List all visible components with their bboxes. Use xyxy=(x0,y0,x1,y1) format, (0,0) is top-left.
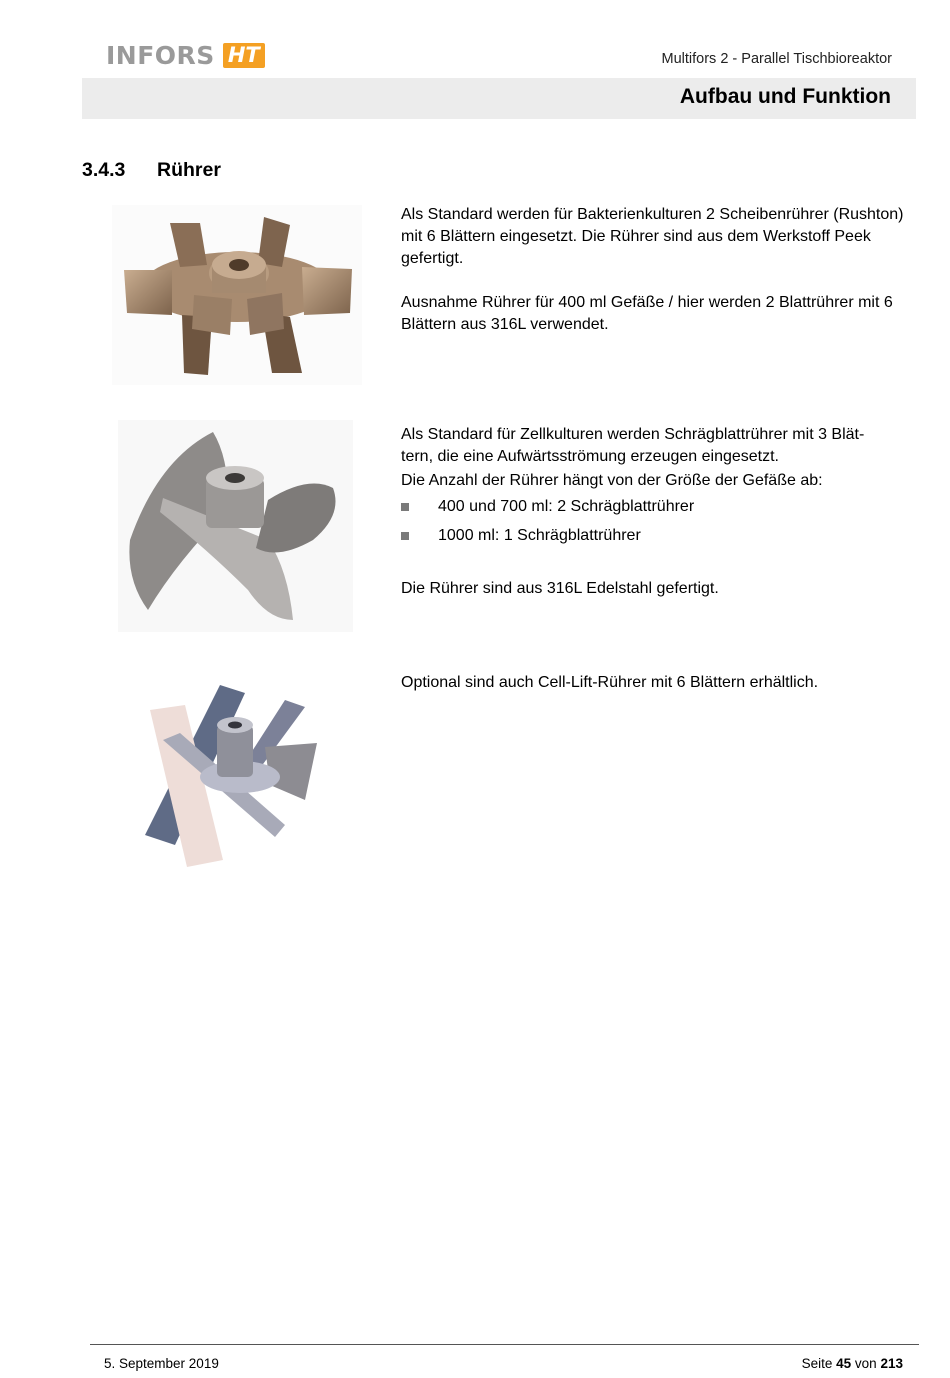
bullet-square-icon xyxy=(401,532,409,540)
page-current: 45 xyxy=(836,1356,852,1371)
section-title: Aufbau und Funktion xyxy=(679,85,891,108)
list-item-text: 1000 ml: 1 Schrägblattrührer xyxy=(438,527,641,544)
footer-divider xyxy=(90,1344,919,1345)
subsection-title: Rührer xyxy=(157,159,221,181)
pitched-blade-material: Die Rührer sind aus 316L Edelstahl gefertigt. xyxy=(401,580,719,597)
logo-mark: HT xyxy=(223,43,265,68)
footer-date: 5. September 2019 xyxy=(104,1356,219,1371)
rushton-description xyxy=(401,204,909,336)
list-item-text: 400 und 700 ml: 2 Schrägblattrührer xyxy=(438,498,695,515)
pitched-blade-description xyxy=(401,424,909,492)
rushton-paragraph-1: Als Standard werden für Bakterienkulturen 2 Scheibenrührer (Rushton) mit 6 Blättern eingesetzt. Die Rührer sind aus dem Werkstoff Peek gefertigt. xyxy=(401,206,904,267)
bullet-square-icon xyxy=(401,503,409,511)
document-title: Multifors 2 - Parallel Tischbioreaktor xyxy=(661,51,892,67)
page-separator: von xyxy=(854,1356,877,1371)
subsection-number: 3.4.3 xyxy=(82,159,126,181)
pitched-blade-paragraph-1-line-1: Als Standard für Zellkulturen werden Schrägblattrührer mit 3 Blät- xyxy=(401,426,865,443)
cell-lift-stirrer-image xyxy=(135,675,335,875)
list-item xyxy=(401,525,641,547)
header-bar xyxy=(82,78,916,119)
infors-ht-logo xyxy=(106,40,265,70)
pitched-blade-stirrer-image xyxy=(118,420,353,632)
page-total: 213 xyxy=(880,1356,903,1371)
page-prefix: Seite xyxy=(801,1356,833,1371)
cell-lift-description: Optional sind auch Cell-Lift-Rührer mit 6 Blättern erhältlich. xyxy=(401,674,819,691)
footer-page-number xyxy=(802,1356,903,1371)
list-item xyxy=(401,496,694,518)
pitched-blade-paragraph-1-line-2: tern, die eine Aufwärtsströmung erzeugen eingesetzt. xyxy=(401,448,779,465)
logo-word: INFORS xyxy=(106,40,215,70)
rushton-stirrer-image xyxy=(112,205,362,385)
pitched-blade-paragraph-2: Die Anzahl der Rührer hängt von der Größe der Gefäße ab: xyxy=(401,472,823,489)
rushton-paragraph-2: Ausnahme Rührer für 400 ml Gefäße / hier werden 2 Blattrührer mit 6 Blättern aus 316L verwendet. xyxy=(401,294,893,333)
